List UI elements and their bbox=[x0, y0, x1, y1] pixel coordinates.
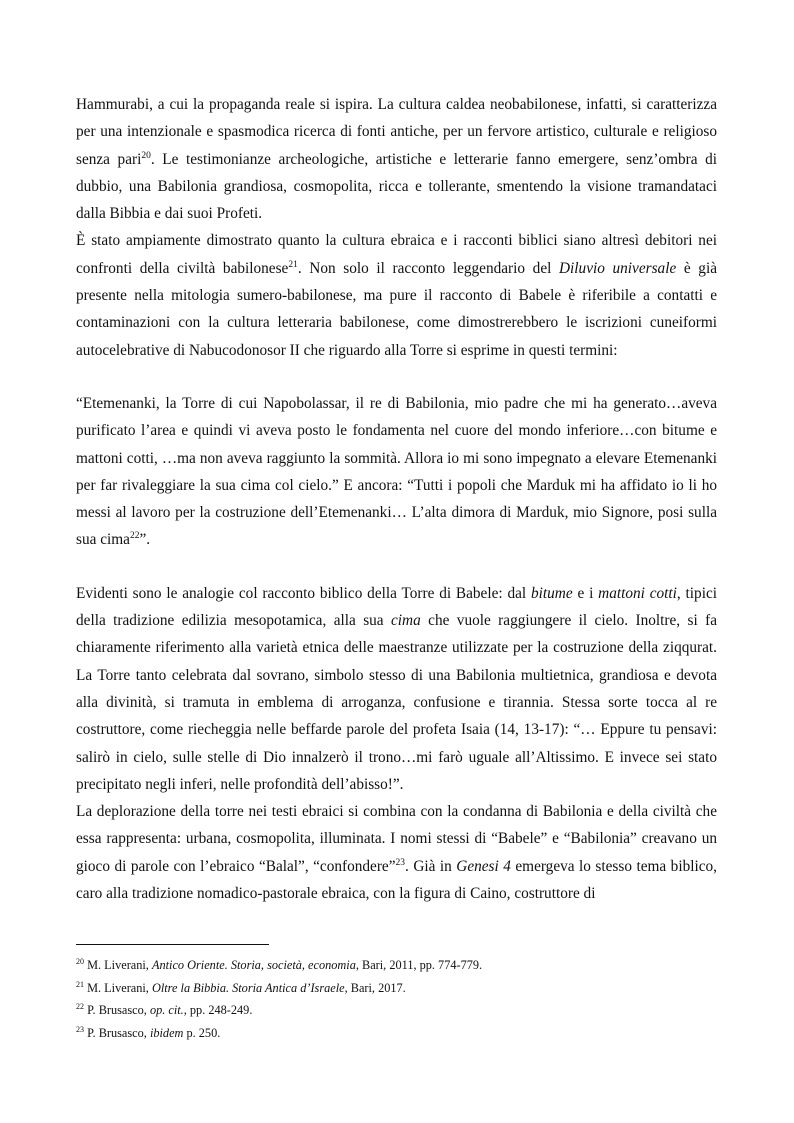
paragraph-text: Hammurabi, a cui la propaganda reale si ispira. La cultura caldea neobabilonese, infatti, si caratterizza per una intenzionale e spasmodica ricerca di fonti antiche, per un fervore artistico, culturale e religioso senza pari bbox=[76, 96, 717, 168]
footnote-text: , Bari, 2017. bbox=[344, 980, 406, 995]
footnote-22 bbox=[76, 999, 717, 1022]
paragraph-text: . Già in bbox=[405, 857, 457, 875]
quote-text: “Etemenanki, la Torre di cui Napobolassar, il re di Babilonia, mio padre che mi ha generato…aveva purificato l’area e quindi vi aveva posto le fondamenta nel cuore del mondo inferiore…con bitume e mattoni cotti, …ma non aveva raggiunto la sommità. Allora io mi sono impegnato a elevare Etemenanki per far rivaleggiare la sua cima col cielo.” E ancora: “Tutti i popoli che Marduk mi ha affidato io li ho messi al lavoro per la costruzione dell’Etemenanki… L’alta dimora di Marduk, mio Signore, posi sulla sua cima bbox=[76, 394, 717, 549]
paragraph-text: e i bbox=[572, 584, 599, 602]
paragraph-text: . Non solo il racconto leggendario del bbox=[297, 259, 559, 277]
footnote-text: M. Liverani, bbox=[84, 958, 152, 972]
footnote-title: Oltre la Bibbia. Storia Antica d’Israele bbox=[151, 980, 345, 995]
footnote-number: 23 bbox=[76, 1024, 84, 1034]
footnote-23 bbox=[76, 1022, 717, 1045]
footnotes bbox=[76, 944, 717, 1044]
footnote-number: 22 bbox=[76, 1002, 84, 1012]
quote-text: ”. bbox=[139, 531, 151, 549]
footnote-ref-21[interactable]: 21 bbox=[288, 259, 298, 270]
paragraph-text: È stato ampiamente dimostrato quanto la cultura ebraica e i racconti biblici siano altresì debitori nei confronti della civiltà babilonese bbox=[76, 232, 717, 277]
footnote-number: 21 bbox=[76, 979, 84, 989]
document-body bbox=[76, 91, 717, 907]
paragraph-text: emergeva lo stesso tema biblico, caro alla tradizione nomadico-pastorale ebraica, con la figura di Caino, costruttore di bbox=[76, 857, 717, 903]
footnote-ref-22[interactable]: 22 bbox=[129, 531, 140, 542]
footnote-text: p. 250. bbox=[183, 1025, 221, 1040]
footnote-text: P. Brusasco, bbox=[84, 1025, 150, 1040]
quote-nabucodonosor bbox=[76, 390, 717, 554]
footnote-number: 20 bbox=[76, 956, 84, 966]
italic-term: Genesi 4 bbox=[456, 857, 511, 875]
footnote-title: op. cit., bbox=[149, 1003, 187, 1018]
paragraph-hammurabi bbox=[76, 91, 717, 227]
paragraph-text: Evidenti sono le analogie col racconto biblico della Torre di Babele: dal bbox=[76, 584, 531, 602]
italic-term: mattoni cotti bbox=[598, 584, 677, 602]
footnote-text: P. Brusasco, bbox=[84, 1003, 150, 1018]
italic-term: bitume bbox=[530, 584, 573, 602]
footnote-text: M. Liverani, bbox=[84, 980, 152, 995]
footnote-separator bbox=[76, 944, 269, 945]
footnote-title: ibidem bbox=[149, 1025, 184, 1040]
footnote-ref-23[interactable]: 23 bbox=[395, 857, 406, 868]
footnote-20 bbox=[76, 954, 717, 977]
footnote-ref-20[interactable]: 20 bbox=[141, 150, 151, 161]
paragraph-text: . Le testimonianze archeologiche, artistiche e letterarie fanno emergere, senz’ombra di dubbio, una Babilonia grandiosa, cosmopolita, ricca e tollerante, smentendo la visione tramandataci dalla Bibbia e dai suoi Profeti. bbox=[76, 150, 717, 223]
italic-term: cima bbox=[391, 612, 421, 630]
footnote-title: Antico Oriente. Storia, società, economia bbox=[151, 958, 356, 972]
footnote-text: pp. 248-249. bbox=[186, 1003, 253, 1018]
italic-term: Diluvio universale bbox=[559, 259, 677, 277]
paragraph-text: , tipici della tradizione edilizia mesopotamica, alla sua bbox=[76, 584, 717, 630]
paragraph-text: che vuole raggiungere il cielo. Inoltre, si fa chiaramente riferimento alla varietà etnica delle maestranze utilizzate per la costruzione della ziqqurat. La Torre tanto celebrata dal sovrano, simbolo stesso di una Babilonia multietnica, grandiosa e devota alla divinità, si tramuta in emblema di arroganza, confusione e tirannia. Stessa sorte tocca al re costruttore, come riecheggia nelle beffarde parole del profeta Isaia (14, 13-17): “… Eppure tu pensavi: salirò in cielo, sulle stelle di Dio innalzerò il trono…mi farò uguale all’Altissimo. E invece sei stato precipitato negli inferi, nelle profondità dell’abisso!”. bbox=[76, 612, 718, 793]
footnote-21 bbox=[76, 977, 717, 1000]
paragraph-analogie bbox=[76, 580, 717, 798]
paragraph-text: La deplorazione della torre nei testi ebraici si combina con la condanna di Babilonia e della civiltà che essa rappresenta: urbana, cosmopolita, illuminata. I nomi stessi di “Babele” e “Babilonia” creavano un gioco di parole con l’ebraico “Balal”, “confondere” bbox=[76, 803, 717, 875]
paragraph-text: è già presente nella mitologia sumero-babilonese, ma pure il racconto di Babele è riferibile a contatti e contaminazioni con la cultura letteraria babilonese, come dimostrerebbero le iscrizioni cuneiformi autocelebrative di Nabucodonosor II che riguardo alla Torre si esprime in questi termini: bbox=[76, 259, 717, 359]
footnote-text: , Bari, 2011, pp. 774-779. bbox=[355, 958, 483, 972]
paragraph-cultura-ebraica bbox=[76, 227, 717, 363]
paragraph-deplorazione bbox=[76, 798, 717, 907]
